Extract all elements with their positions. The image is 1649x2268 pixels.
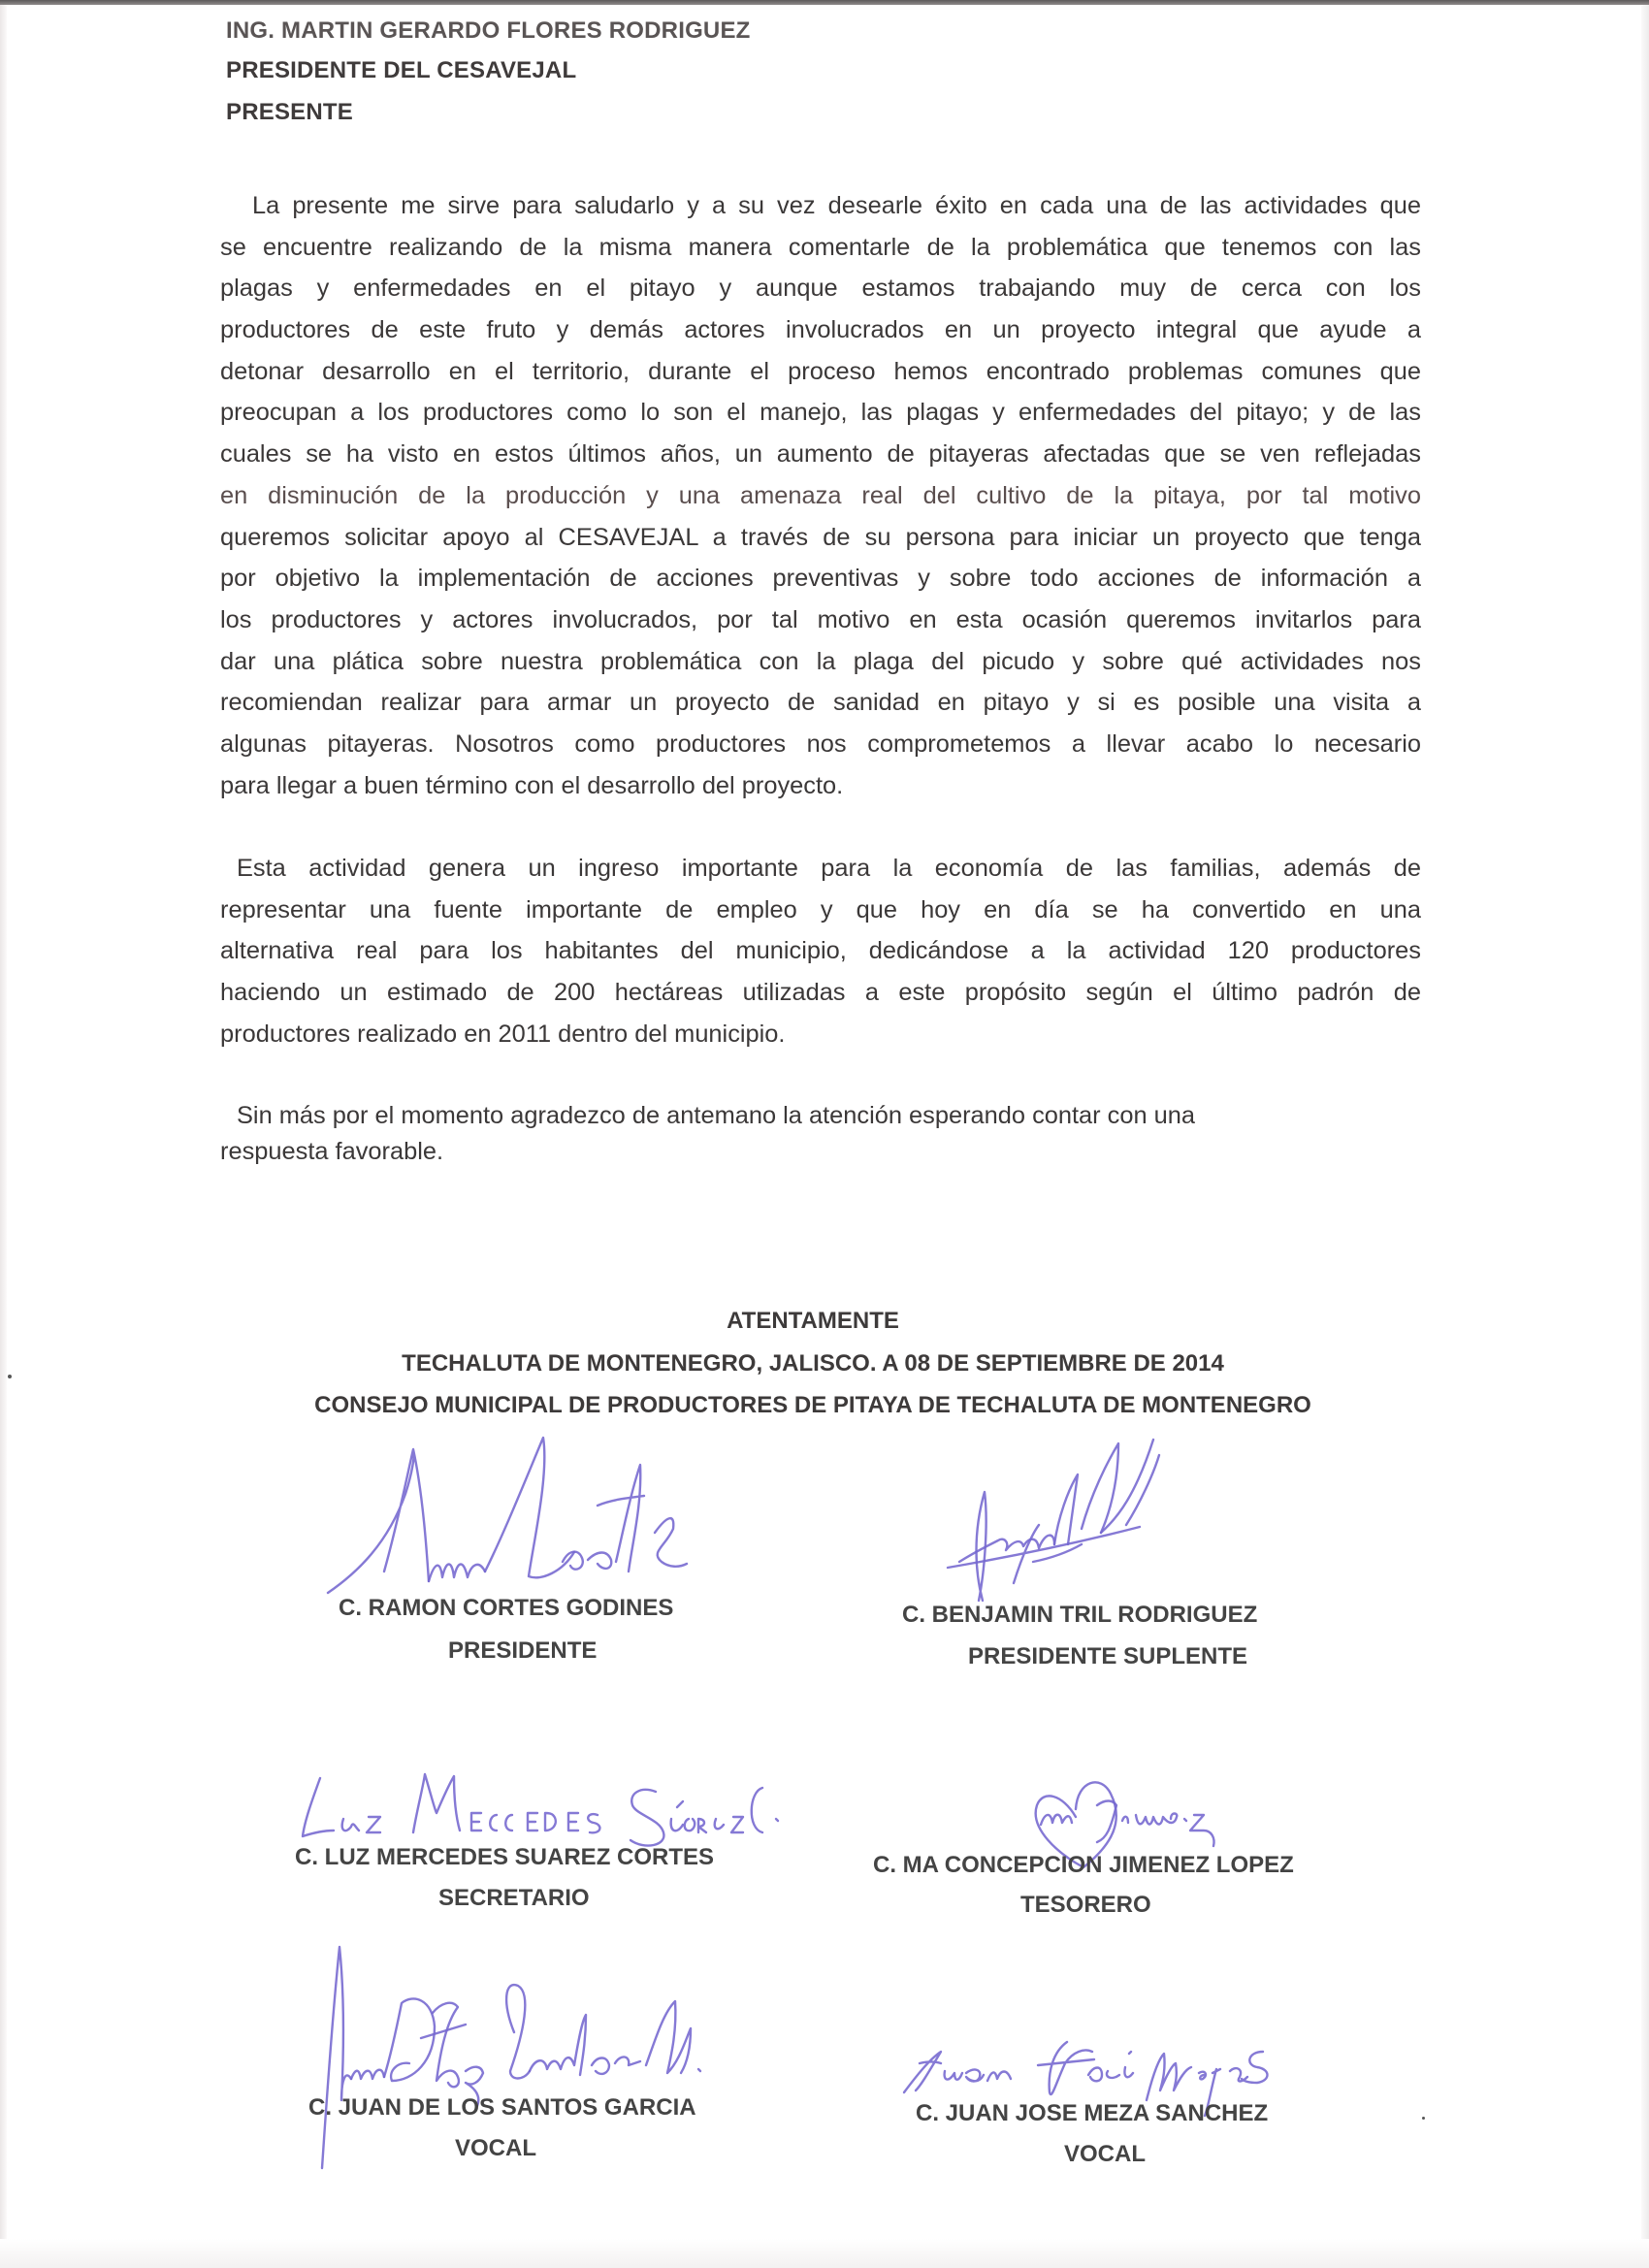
text-line: detonar desarrollo en el territorio, durante el proceso hemos encontrado problemas comunes que — [220, 357, 1421, 385]
closing-organization: CONSEJO MUNICIPAL DE PRODUCTORES DE PITAYA DE TECHALUTA DE MONTENEGRO — [314, 1392, 1311, 1418]
signatory-role: VOCAL — [455, 2135, 536, 2161]
text-line: queremos solicitar apoyo al CESAVEJAL a través de su persona para iniciar un proyecto que tenga — [220, 523, 1421, 551]
signatory-role: PRESIDENTE — [448, 1637, 598, 1664]
signatory-role: PRESIDENTE SUPLENTE — [968, 1643, 1248, 1669]
text-line: productores de este fruto y demás actores involucrados en un proyecto integral que ayude a — [220, 316, 1421, 344]
text-line: para llegar a buen término con el desarrollo del proyecto. — [220, 771, 844, 799]
recipient-name: ING. MARTIN GERARDO FLORES RODRIGUEZ — [226, 17, 751, 44]
scan-speck — [1422, 2117, 1425, 2120]
signatory-name: C. BENJAMIN TRIL RODRIGUEZ — [902, 1602, 1258, 1628]
signatory-role: VOCAL — [1064, 2141, 1146, 2167]
text-line: recomiendan realizar para armar un proyecto de sanidad en pitayo y si es posible una visita a — [220, 689, 1421, 717]
text-line: se encuentre realizando de la misma manera comentarle de la problemática que tenemos con las — [220, 233, 1421, 261]
text-line: alternativa real para los habitantes del municipio, dedicándose a la actividad 120 productores — [220, 937, 1421, 965]
body-paragraph-2 — [220, 848, 1421, 1054]
handwritten-signature-icon — [946, 1436, 1198, 1620]
text-line: plagas y enfermedades en el pitayo y aunque estamos trabajando muy de cerca con los — [220, 275, 1421, 303]
signatory-name: C. LUZ MERCEDES SUAREZ CORTES — [295, 1844, 715, 1870]
body-paragraph-3 — [220, 1095, 1307, 1173]
text-line: los productores y actores involucrados, por tal motivo en esta ocasión queremos invitarlos para — [220, 605, 1421, 633]
scan-speck — [8, 1375, 12, 1378]
body-paragraph-1 — [220, 185, 1421, 806]
text-line: representar una fuente importante de empleo y que hoy en día se ha convertido en una — [220, 895, 1421, 923]
text-line: por objetivo la implementación de acciones preventivas y sobre todo acciones de información a — [220, 565, 1421, 593]
signatory-name: C. JUAN JOSE MEZA SANCHEZ — [916, 2100, 1269, 2126]
signatory-name: C. RAMON CORTES GODINES — [339, 1595, 674, 1621]
text-line: dar una plática sobre nuestra problemática con la plaga del picudo y sobre qué actividades nos — [220, 647, 1421, 675]
closing-place-date: TECHALUTA DE MONTENEGRO, JALISCO. A 08 DE SEPTIEMBRE DE 2014 — [402, 1350, 1224, 1377]
text-line: preocupan a los productores como lo son el manejo, las plagas y enfermedades del pitayo; y de las — [220, 399, 1421, 427]
signatory-role: SECRETARIO — [438, 1885, 590, 1911]
text-line: productores realizado en 2011 dentro del municipio. — [220, 1020, 786, 1048]
scan-edge-bottom — [0, 2239, 1649, 2268]
scan-edge-right — [1641, 5, 1649, 2268]
recipient-greeting: PRESENTE — [226, 99, 353, 125]
text-line: respuesta favorable. — [220, 1138, 444, 1165]
text-line: Esta actividad genera un ingreso importante para la economía de las familias, además de — [237, 855, 1421, 882]
signatory-name: C. MA CONCEPCION JIMENEZ LOPEZ — [873, 1852, 1294, 1878]
signatory-role: TESORERO — [1020, 1892, 1151, 1918]
text-line: haciendo un estimado de 200 hectáreas utilizadas a este propósito según el último padrón de — [220, 979, 1421, 1007]
scan-edge-top — [0, 0, 1649, 5]
text-line: La presente me sirve para saludarlo y a su vez desearle éxito en cada una de las actividades que — [252, 192, 1421, 219]
text-line: Sin más por el momento agradezco de antemano la atención esperando contar con una — [237, 1102, 1196, 1129]
text-line: en disminución de la producción y una amenaza real del cultivo de la pitaya, por tal motivo — [220, 481, 1421, 509]
text-line: cuales se ha visto en estos últimos años, un aumento de pitayeras afectadas que se ven reflejadas — [220, 440, 1421, 469]
scan-edge-left — [0, 5, 7, 2268]
recipient-title: PRESIDENTE DEL CESAVEJAL — [226, 57, 577, 83]
closing-salutation: ATENTAMENTE — [727, 1308, 899, 1334]
handwritten-signature-icon — [320, 1436, 728, 1610]
text-line: algunas pitayeras. Nosotros como productores nos comprometemos a llevar acabo lo necesario — [220, 729, 1421, 758]
signatory-name: C. JUAN DE LOS SANTOS GARCIA — [308, 2094, 696, 2121]
